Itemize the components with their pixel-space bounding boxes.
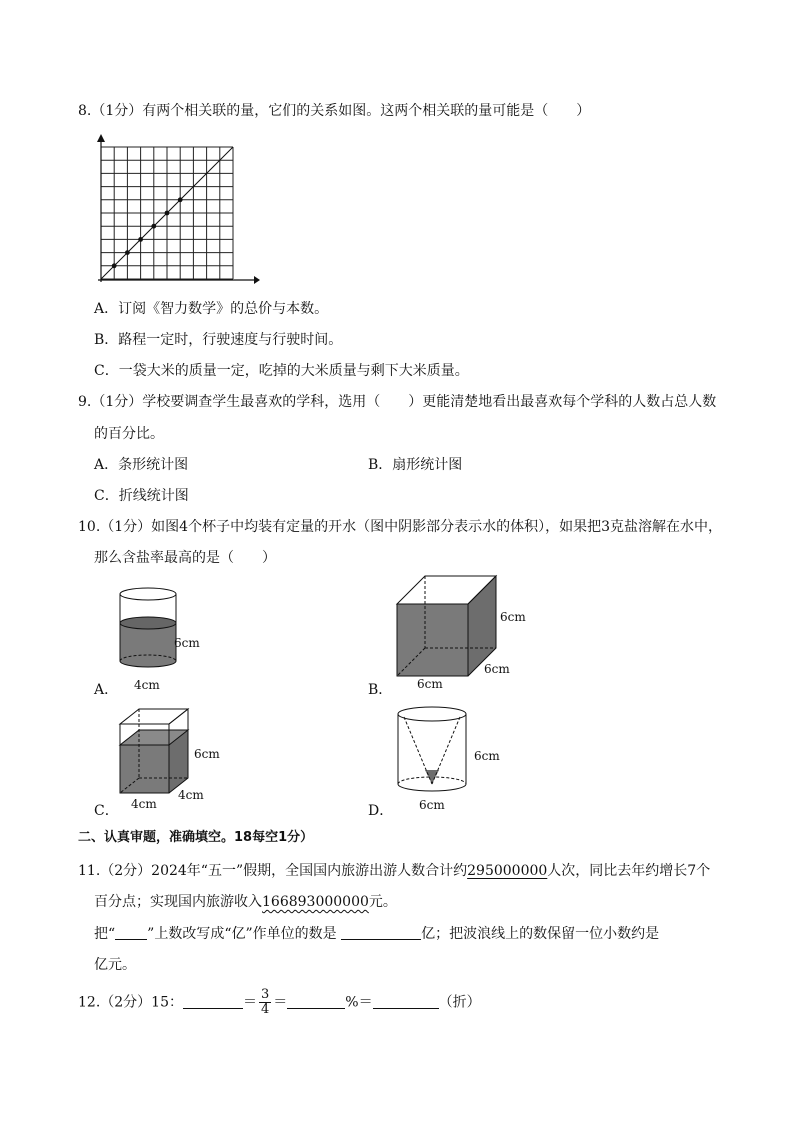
- data-point: [112, 263, 117, 268]
- fig-a-height-label: 6cm: [174, 636, 200, 650]
- q8-option-c: C．一袋大米的质量一定，吃掉的大米质量与剩下大米质量。: [94, 363, 469, 379]
- q11-visitors-number: 295000000: [467, 863, 548, 879]
- q10-label-c: C．: [94, 803, 119, 819]
- q11-line1-post: 人次，同比去年约增长7个: [547, 863, 711, 879]
- q9-stem-line2: 的百分比。: [94, 426, 164, 442]
- q9-stem-line1: 9.（1分）学校要调查学生最喜欢的学科，选用（ ）更能清楚地看出最喜欢每个学科的人数占总人数: [78, 394, 717, 410]
- water-top: [120, 617, 176, 629]
- q8-option-b: B．路程一定时，行驶速度与行驶时间。: [94, 332, 343, 348]
- q10-stem-line2: 那么含盐率最高的是（ ）: [94, 550, 276, 566]
- cone-edge: [432, 717, 460, 784]
- fig-b-width-label: 6cm: [417, 677, 443, 691]
- q11-line2-pre: 百分点；实现国内旅游收入: [94, 894, 262, 910]
- q9-option-b: B．扇形统计图: [368, 457, 463, 473]
- cone-edge: [404, 717, 432, 784]
- y-axis-arrow: [97, 134, 105, 142]
- q11-line2: [94, 893, 397, 911]
- q11-underline-marker-blank: [115, 925, 147, 940]
- water-front: [397, 604, 468, 676]
- fig-c-depth-label: 4cm: [178, 788, 204, 802]
- q12-pre: 12.（2分）15：: [78, 994, 183, 1011]
- fig-a-width-label: 4cm: [134, 678, 160, 692]
- q12-frac-num: 3: [261, 987, 270, 1002]
- q11-line3: [94, 925, 659, 943]
- q9-option-c: C．折线统计图: [94, 488, 189, 504]
- q12-blank-3[interactable]: [373, 994, 439, 1009]
- fig-c-height-label: 6cm: [194, 747, 220, 761]
- data-point: [151, 224, 156, 229]
- q10-label-d: D．: [368, 803, 394, 819]
- q9-option-a: A．条形统计图: [94, 457, 189, 473]
- water-body: [120, 623, 176, 667]
- q11-answer-blank-1[interactable]: [341, 925, 421, 940]
- q8-option-a: A．订阅《智力数学》的总价与本数。: [94, 301, 329, 317]
- data-point: [138, 237, 143, 242]
- q8-graph: [88, 134, 260, 284]
- data-point: [165, 211, 170, 216]
- q10-figure-d-cone-cylinder: [390, 702, 520, 817]
- q12-line: [78, 988, 481, 1017]
- q12-eq1: ＝: [243, 994, 257, 1011]
- q12-pct: %＝: [345, 994, 373, 1011]
- q12-blank-2[interactable]: [287, 994, 345, 1009]
- q12-post: （折）: [438, 994, 481, 1011]
- q11-line4: 亿元。: [94, 957, 136, 973]
- q11-revenue-number: 166893000000: [262, 894, 369, 910]
- q11-line1-pre: 11.（2分）2024年“五一”假期，全国国内旅游出游人数合计约: [78, 863, 468, 879]
- q10-label-b: B．: [368, 682, 393, 698]
- q11-line2-post: 元。: [368, 894, 397, 910]
- q12-fraction: [259, 988, 271, 1017]
- q11-line3-a: 把“: [94, 926, 116, 942]
- section2-title: 二、认真审题，准确填空。18每空1分）: [78, 830, 314, 845]
- data-point: [178, 197, 183, 202]
- q11-line3-c: 亿；把波浪线上的数保留一位小数约是: [421, 926, 660, 942]
- q12-frac-den: 4: [261, 1002, 270, 1017]
- q11-line1: [78, 862, 710, 880]
- fig-c-width-label: 4cm: [131, 797, 157, 811]
- fig-b-depth-label: 6cm: [484, 662, 510, 676]
- q12-blank-1[interactable]: [183, 994, 243, 1009]
- q12-eq2: ＝: [273, 994, 288, 1011]
- fig-d-height-label: 6cm: [474, 749, 500, 763]
- q11-line3-b: ”上数改写成“亿”作单位的数是: [147, 926, 337, 942]
- data-point: [125, 250, 130, 255]
- q10-label-a: A．: [94, 682, 119, 698]
- water-front: [120, 745, 169, 793]
- cup-rim: [120, 588, 176, 600]
- q10-figure-b-cube: [390, 572, 540, 697]
- q8-stem: 8.（1分）有两个相关联的量，它们的关系如图。这两个相关联的量可能是（ ）: [78, 103, 591, 119]
- q10-figure-c-cuboid: [112, 700, 242, 815]
- x-axis-arrow: [254, 276, 260, 284]
- q10-stem-line1: 10.（1分）如图4个杯子中均装有定量的开水（图中阴影部分表示水的体积），如果把3克盐溶解在水中，: [78, 519, 722, 535]
- cylinder-top: [398, 707, 466, 721]
- fig-b-height-label: 6cm: [500, 610, 526, 624]
- fig-d-width-label: 6cm: [419, 798, 445, 812]
- q10-figure-a-cylinder: [112, 580, 212, 695]
